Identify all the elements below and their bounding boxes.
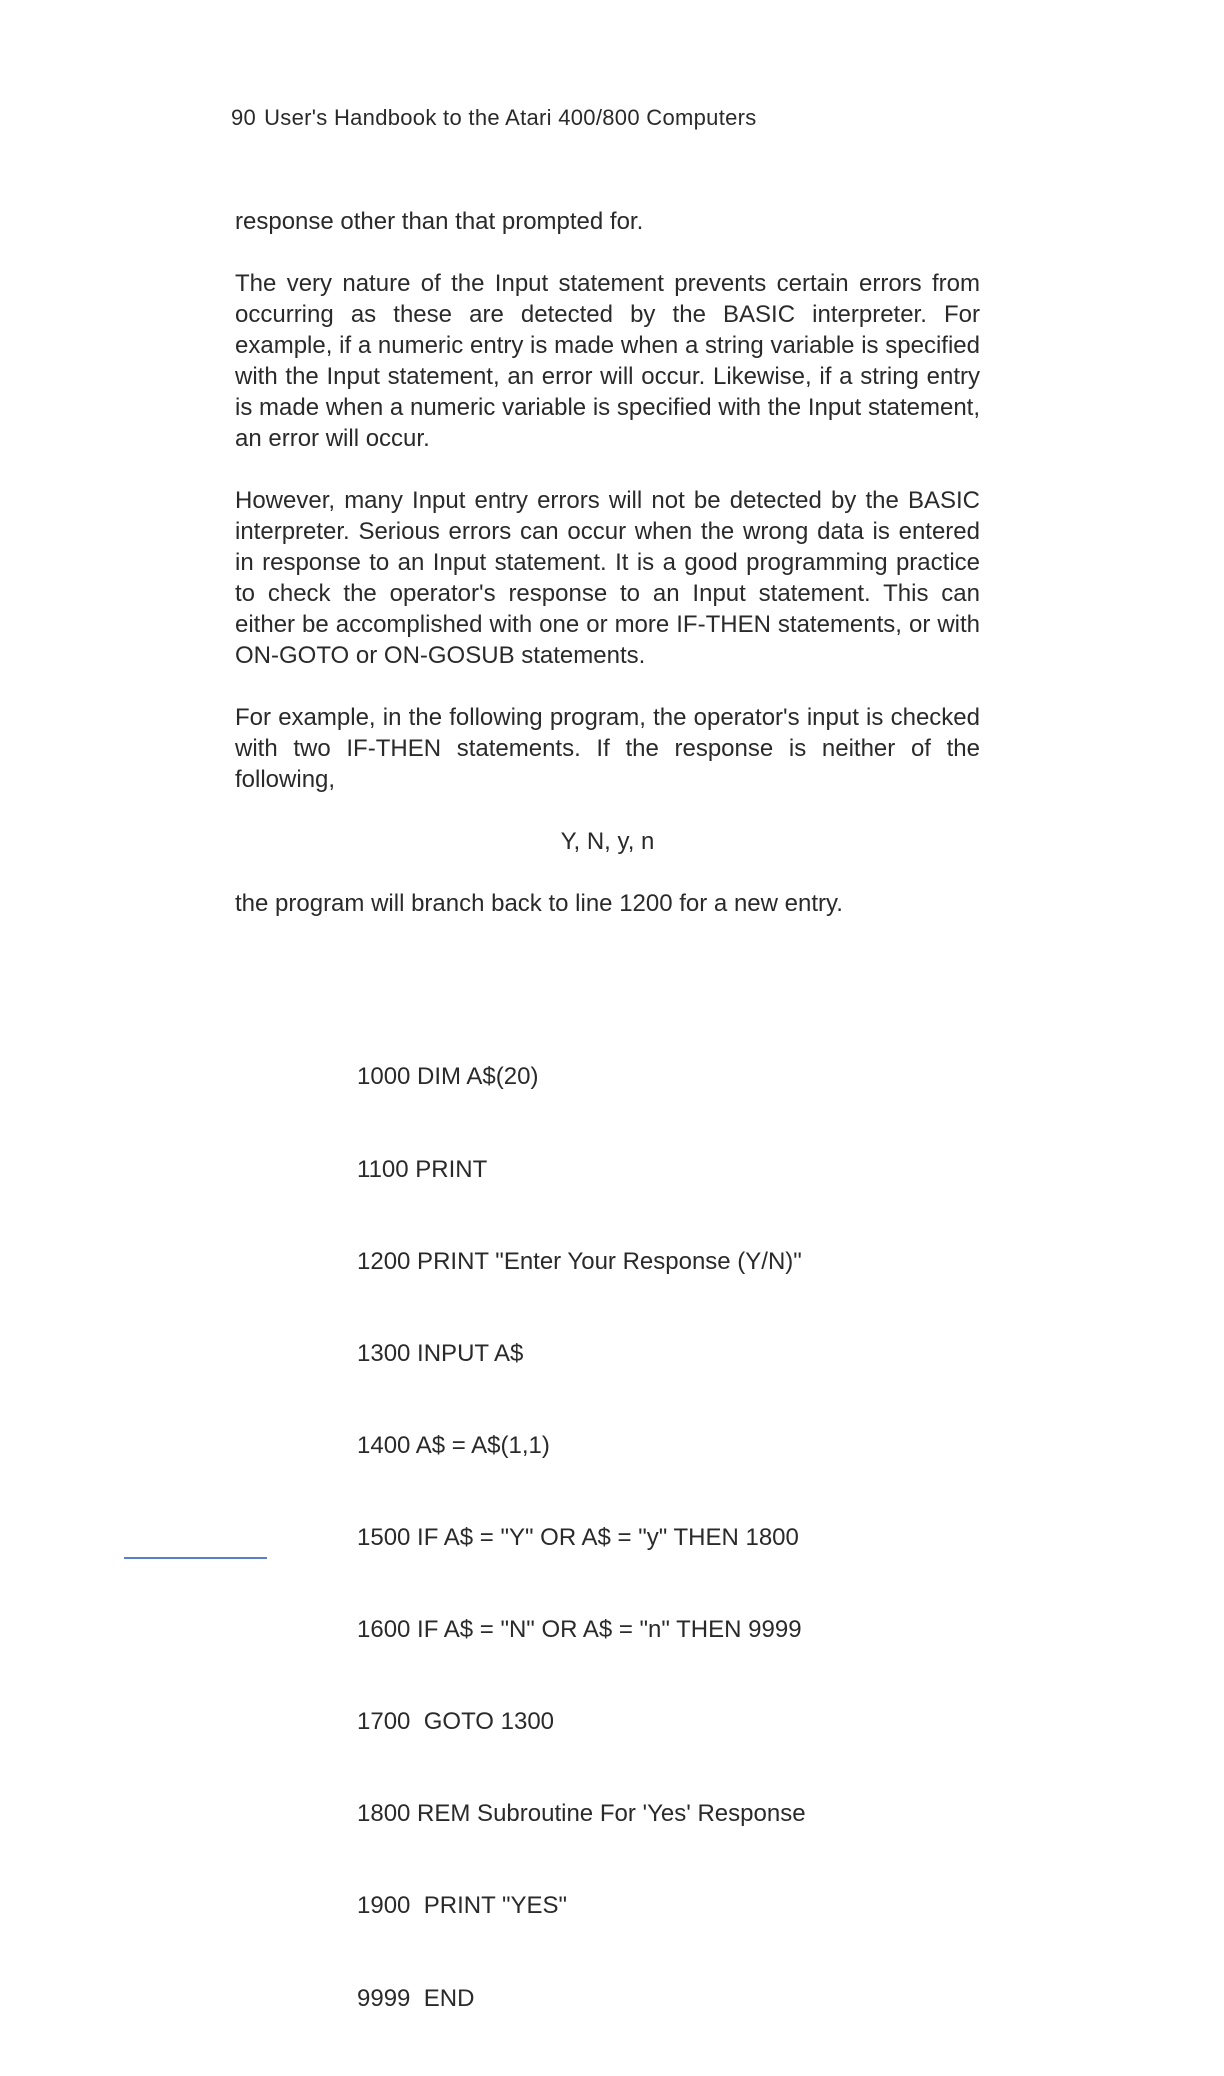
code-line: 1200 PRINT "Enter Your Response (Y/N)" <box>357 1247 802 1275</box>
code-line: 9999 END <box>357 1984 475 2012</box>
body-text <box>235 206 980 950</box>
basic-program-listing <box>357 1001 806 2076</box>
code-line: 1700 GOTO 1300 <box>357 1708 555 1736</box>
paragraph-continuation: response other than that prompted for. <box>235 208 644 235</box>
running-header <box>231 105 757 131</box>
paragraph-branch-back: the program will branch back to line 1200 for a new entry. <box>235 890 843 917</box>
paragraph-input-errors: However, many Input entry errors will not be detected by the BASIC interpreter. Serious errors can occur when the wrong data is entered in response to an Input statement. It is a good programming practice to check the operator's response to an Input statement. This can either be accomplished with one or more IF-THEN statements, or with ON-GOTO or ON-GOSUB statements. <box>235 487 980 669</box>
paragraph-input-nature: The very nature of the Input statement prevents certain errors from occurring as these are detected by the BASIC interpreter. For example, if a numeric entry is made when a string variable is specified with the Input statement, an error will occur. Likewise, if a string entry is made when a numeric variable is specified with the Input statement, an error will occur. <box>235 270 980 452</box>
page-number: 90 <box>231 105 257 130</box>
code-line: 1800 REM Subroutine For 'Yes' Response <box>357 1800 806 1828</box>
code-line: 1400 A$ = A$(1,1) <box>357 1431 550 1459</box>
code-line: 1300 INPUT A$ <box>357 1339 524 1367</box>
footer-divider <box>124 1557 267 1559</box>
book-title: User's Handbook to the Atari 400/800 Computers <box>264 105 757 130</box>
code-line: 1600 IF A$ = "N" OR A$ = "n" THEN 9999 <box>357 1616 802 1644</box>
valid-responses: Y, N, y, n <box>560 828 655 855</box>
code-line: 1100 PRINT <box>357 1155 488 1183</box>
code-line: 1000 DIM A$(20) <box>357 1063 539 1091</box>
paragraph-example-intro: For example, in the following program, the operator's input is checked with two IF-THEN statements. If the response is neither of the following, <box>235 704 980 793</box>
code-line: 1900 PRINT "YES" <box>357 1892 568 1920</box>
code-line: 1500 IF A$ = "Y" OR A$ = "y" THEN 1800 <box>357 1523 799 1551</box>
